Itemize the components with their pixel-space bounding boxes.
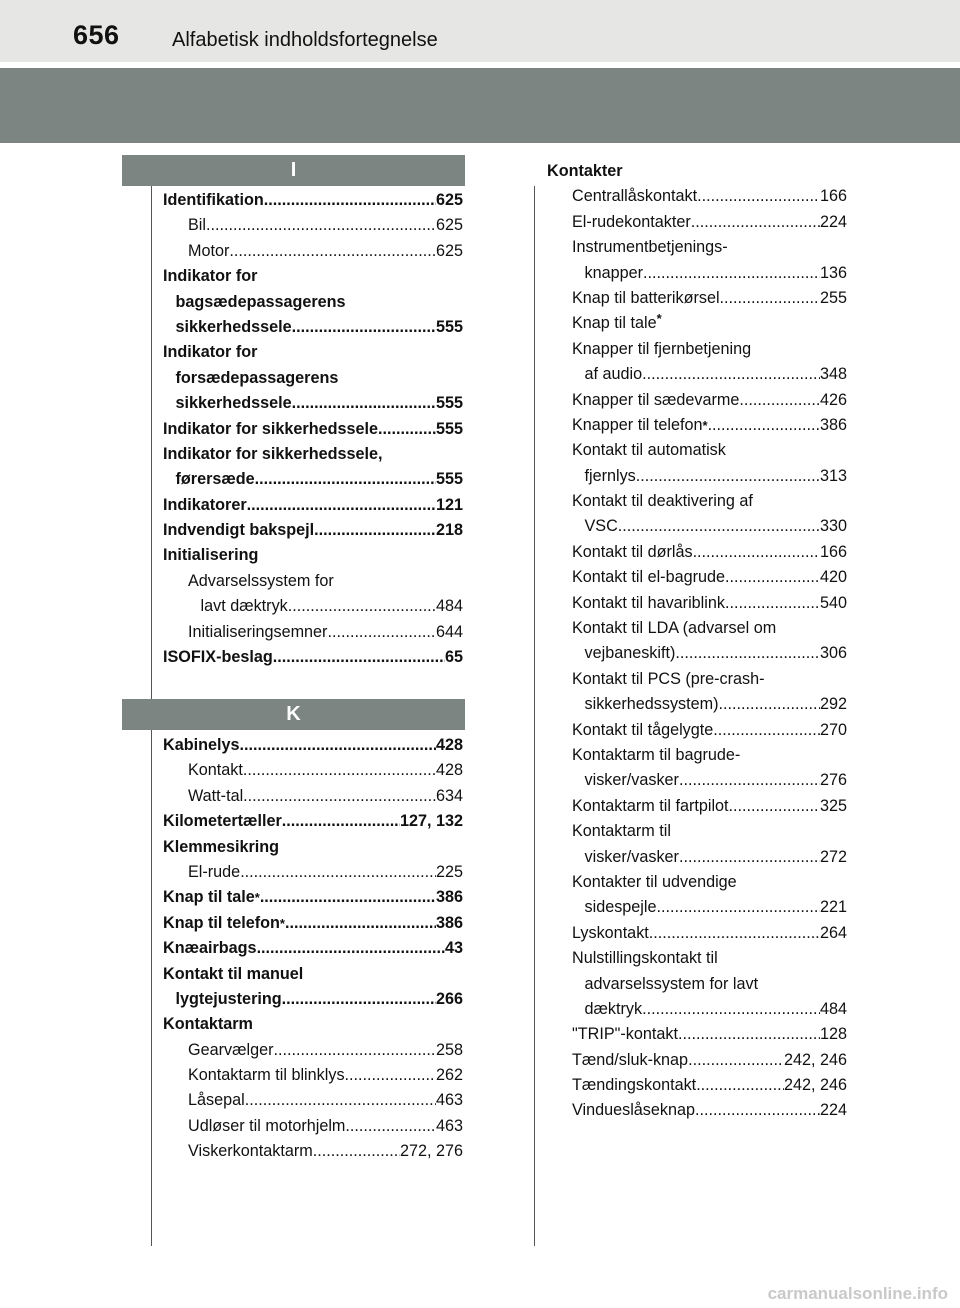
entry-text: Centrallåskontakt: [572, 187, 698, 206]
index-entry: [547, 184, 847, 209]
index-entry: [547, 388, 847, 413]
entry-text: sikkerhedssele: [175, 317, 292, 336]
index-column-i: [163, 188, 463, 670]
index-entry: [547, 692, 847, 717]
entry-page: 386: [819, 415, 847, 434]
index-entry: [547, 464, 847, 489]
entry-text: dæktryk: [584, 999, 643, 1018]
entry-text: El-rudekontakter: [572, 212, 691, 231]
entry-text: Kontakt til dørlås: [572, 542, 693, 561]
index-entry: [163, 417, 463, 442]
index-entry: [547, 1048, 847, 1073]
header-banner: [0, 68, 960, 143]
dot-leader: [288, 594, 436, 619]
entry-text: Indvendigt bakspejl: [163, 521, 315, 540]
index-entry: [547, 337, 847, 362]
entry-text: Motor: [188, 241, 230, 260]
index-entry: [547, 768, 847, 793]
entry-page: 136: [819, 263, 847, 282]
index-entry: [163, 543, 463, 568]
entry-page: 272, 276: [399, 1142, 463, 1161]
dot-leader: [292, 391, 436, 416]
entry-text: Lyskontakt: [572, 923, 649, 942]
entry-page: 242, 246: [783, 1050, 847, 1069]
entry-page: 463: [435, 1091, 463, 1110]
entry-page: 270: [819, 720, 847, 739]
entry-text: Klemmesikring: [163, 837, 280, 856]
dot-leader: [657, 895, 820, 920]
entry-page: 555: [435, 470, 463, 489]
entry-page: 420: [819, 568, 847, 587]
index-entry: [547, 1098, 847, 1123]
asterisk-mark: *: [656, 311, 662, 327]
index-entry: [163, 391, 463, 416]
entry-text: Gearvælger: [188, 1040, 274, 1059]
dot-leader: [282, 809, 400, 834]
dot-leader: [693, 540, 820, 565]
entry-page: 313: [819, 466, 847, 485]
entry-text: Kontakt til LDA (advarsel om: [572, 619, 777, 638]
index-entry: [547, 540, 847, 565]
entry-text: Kontakt til manuel: [163, 964, 304, 983]
index-entry: [163, 188, 463, 213]
index-entry: [163, 835, 463, 860]
entry-text: Knæairbags: [163, 939, 257, 958]
index-entry: [163, 758, 463, 783]
entry-text: "TRIP"-kontakt: [572, 1025, 678, 1044]
entry-text: Instrumentbetjenings-: [572, 238, 728, 257]
dot-leader: [719, 692, 820, 717]
page-header: [0, 0, 960, 62]
entry-text: Initialisering: [163, 546, 259, 565]
index-entry: [547, 616, 847, 641]
index-entry: [163, 733, 463, 758]
index-entry: [163, 569, 463, 594]
entry-text: Indikator for: [163, 267, 258, 286]
entry-page: 65: [444, 648, 463, 667]
index-entry: [547, 997, 847, 1022]
entry-text: Kontaktarm: [163, 1015, 253, 1034]
index-entry: [163, 290, 463, 315]
entry-page: 128: [819, 1025, 847, 1044]
entry-text: Tændingskontakt: [572, 1076, 697, 1095]
entry-text: Initialiseringsemner: [188, 622, 328, 641]
index-entry: [163, 645, 463, 670]
index-entry: [547, 362, 847, 387]
entry-page: 634: [435, 786, 463, 805]
dot-leader: [713, 718, 820, 743]
index-column-k: [163, 733, 463, 1165]
index-entry: [163, 1139, 463, 1164]
index-entry: [163, 213, 463, 238]
dot-leader: [678, 1022, 820, 1047]
index-entry: [547, 489, 847, 514]
index-entry: [163, 784, 463, 809]
dot-leader: [243, 784, 436, 809]
entry-text: Kontakter til udvendige: [572, 872, 737, 891]
entry-page: 242, 246: [783, 1076, 847, 1095]
index-entry: [547, 591, 847, 616]
entry-page: 428: [435, 736, 463, 754]
entry-text: Knap til tale: [163, 888, 255, 907]
index-entry: [547, 286, 847, 311]
entry-page: 166: [819, 187, 847, 206]
index-entry: [163, 239, 463, 264]
index-entry: [547, 743, 847, 768]
entry-text: visker/vasker: [584, 847, 679, 866]
entry-text: sidespejle: [584, 898, 657, 917]
entry-page: 325: [819, 796, 847, 815]
entry-page: 225: [435, 862, 463, 881]
entry-text: Indikator for sikkerhedssele: [163, 419, 379, 438]
entry-page: 43: [444, 939, 463, 958]
entry-page: 463: [435, 1116, 463, 1135]
entry-page: 262: [435, 1066, 463, 1085]
entry-text: Udløser til motorhjelm: [188, 1116, 346, 1135]
dot-leader: [257, 936, 445, 961]
index-entry: [163, 442, 463, 467]
index-entry: [547, 641, 847, 666]
dot-leader: [282, 987, 436, 1012]
index-entry: [163, 340, 463, 365]
entry-text: Knap til batterikørsel: [572, 288, 720, 307]
index-entry: [547, 895, 847, 920]
dot-leader: [729, 794, 820, 819]
entry-page: 386: [435, 913, 463, 932]
entry-page: 272: [819, 847, 847, 866]
index-entry: [547, 946, 847, 971]
dot-leader: [688, 1048, 784, 1073]
index-entry: [163, 860, 463, 885]
index-entry: [547, 311, 847, 336]
entry-page: 625: [435, 191, 463, 209]
entry-text: visker/vasker: [584, 771, 679, 790]
entry-page: 166: [819, 542, 847, 561]
index-entry: [547, 718, 847, 743]
dot-leader: [725, 565, 820, 590]
index-entry: [547, 261, 847, 286]
entry-page: 224: [819, 212, 847, 231]
entry-text: fjernlys: [584, 466, 636, 485]
entry-text: vejbaneskift): [584, 644, 676, 663]
index-entry: [163, 962, 463, 987]
entry-page: 264: [819, 923, 847, 942]
dot-leader: [643, 261, 820, 286]
index-entry: [163, 1114, 463, 1139]
dot-leader: [285, 911, 436, 936]
entry-page: 625: [435, 241, 463, 260]
dot-leader: [679, 845, 820, 870]
dot-leader: [725, 591, 820, 616]
entry-page: 644: [435, 622, 463, 641]
dot-leader: [642, 362, 820, 387]
entry-text: Kontakt til el-bagrude: [572, 568, 725, 587]
dot-leader: [239, 733, 436, 758]
entry-text: Knapper til fjernbetjening: [572, 339, 752, 358]
entry-text: Knap til telefon: [163, 913, 280, 932]
entry-page: 555: [435, 419, 463, 438]
dot-leader: [649, 921, 820, 946]
entry-page: 540: [819, 593, 847, 612]
dot-leader: [273, 645, 445, 670]
index-entry: [547, 235, 847, 260]
entry-page: 224: [819, 1101, 847, 1120]
watermark: carmanualsonline.info: [767, 1284, 948, 1303]
entry-text: Kontakter: [547, 162, 623, 180]
dot-leader: [313, 1139, 400, 1164]
entry-text: Indikator for: [163, 343, 258, 362]
entry-text: Kontakt til deaktivering af: [572, 492, 753, 511]
entry-text: Bil: [188, 216, 206, 235]
entry-text: Kontaktarm til: [572, 822, 671, 841]
entry-page: 255: [819, 288, 847, 307]
dot-leader: [243, 758, 436, 783]
index-entry: [547, 438, 847, 463]
entry-page: 555: [435, 317, 463, 336]
dot-leader: [264, 188, 436, 213]
entry-text: Kontaktarm til bagrude-: [572, 745, 741, 764]
index-entry: [163, 594, 463, 619]
entry-text: Kontaktarm til blinklys: [188, 1066, 345, 1085]
index-entry: [547, 159, 847, 184]
entry-page: 127, 132: [399, 812, 463, 831]
entry-text: ISOFIX-beslag: [163, 648, 273, 667]
entry-text: knapper: [584, 263, 643, 282]
index-entry: Knapper til telefon * ..... 386: [547, 413, 847, 438]
entry-text: Advarselssystem for: [188, 571, 334, 590]
index-entry: [163, 1012, 463, 1037]
entry-page: 625: [435, 216, 463, 235]
index-entry: [163, 1088, 463, 1113]
entry-text: Watt-tal: [188, 786, 244, 805]
dot-leader: [642, 997, 820, 1022]
dot-leader: [679, 768, 820, 793]
dot-leader: [720, 286, 820, 311]
entry-text: førersæde: [175, 470, 255, 489]
dot-leader: [675, 641, 820, 666]
entry-page: 555: [435, 394, 463, 413]
entry-text: lygtejustering: [175, 989, 282, 1008]
entry-text: Indikator for sikkerhedssele,: [163, 444, 383, 463]
index-column-right: [547, 159, 847, 1124]
entry-text: Knapper til sædevarme: [572, 390, 740, 409]
entry-page: 330: [819, 517, 847, 536]
entry-text: sikkerhedssele: [175, 394, 292, 413]
index-entry: [547, 845, 847, 870]
entry-page: 221: [819, 898, 847, 917]
dot-leader: [229, 239, 436, 264]
index-entry: [163, 264, 463, 289]
index-entry: Knap til tale * ..... 386: [163, 885, 463, 910]
dot-leader: [247, 493, 436, 518]
index-entry: [163, 493, 463, 518]
entry-page: 348: [819, 365, 847, 384]
index-entry: [163, 809, 463, 834]
dot-leader: [245, 1088, 436, 1113]
entry-page: 258: [435, 1040, 463, 1059]
entry-text: Tænd/sluk-knap: [572, 1050, 689, 1069]
right-column-rule: [534, 186, 535, 1246]
entry-page: 386: [435, 888, 463, 907]
entry-text: Indikatorer: [163, 495, 247, 514]
dot-leader: [618, 514, 820, 539]
entry-page: 292: [819, 695, 847, 714]
entry-text: af audio: [584, 365, 643, 384]
dot-leader: [255, 467, 436, 492]
entry-text: Knap til tale: [572, 314, 657, 333]
page-number: 656: [73, 20, 120, 50]
index-entry: [163, 620, 463, 645]
entry-text: lavt dæktryk: [200, 597, 288, 616]
index-entry: [163, 987, 463, 1012]
index-entry: [163, 1038, 463, 1063]
dot-leader: [345, 1114, 436, 1139]
dot-leader: [240, 860, 436, 885]
index-entry: [547, 514, 847, 539]
entry-page: 484: [435, 597, 463, 616]
dot-leader: [206, 213, 436, 238]
index-entry: [163, 467, 463, 492]
index-entry: [547, 870, 847, 895]
dot-leader: [378, 417, 436, 442]
index-entry: [547, 921, 847, 946]
entry-text: El-rude: [188, 862, 241, 881]
index-entry: [547, 1022, 847, 1047]
entry-text: Identifikation: [163, 191, 264, 209]
section-header-k: K: [122, 699, 465, 730]
entry-page: 484: [819, 999, 847, 1018]
dot-leader: [314, 518, 436, 543]
entry-page: 276: [819, 771, 847, 790]
dot-leader: [273, 1038, 436, 1063]
page-title: Alfabetisk indholdsfortegnelse: [172, 29, 438, 51]
entry-text: forsædepassagerens: [175, 368, 339, 387]
index-entry: [547, 565, 847, 590]
index-entry: [547, 1073, 847, 1098]
dot-leader: [260, 885, 436, 910]
section-header-i: I: [122, 155, 465, 186]
entry-text: Knapper til telefon: [572, 415, 703, 434]
entry-page: 218: [435, 521, 463, 540]
entry-text: Kontaktarm til fartpilot: [572, 796, 729, 815]
index-entry: [547, 972, 847, 997]
entry-text: bagsædepassagerens: [175, 292, 346, 311]
index-entry: [547, 667, 847, 692]
entry-text: Kontakt til PCS (pre-crash-: [572, 669, 765, 688]
dot-leader: [292, 315, 436, 340]
entry-text: Kilometertæller: [163, 812, 282, 831]
dot-leader: [697, 184, 820, 209]
entry-text: Kabinelys: [163, 736, 240, 754]
dot-leader: [708, 413, 820, 438]
entry-text: VSC: [584, 517, 618, 536]
entry-text: Vindueslåseknap: [572, 1101, 696, 1120]
entry-page: 121: [435, 495, 463, 514]
entry-page: 428: [435, 761, 463, 780]
entry-text: Kontakt til havariblink: [572, 593, 725, 612]
index-entry: [163, 936, 463, 961]
index-entry: [163, 518, 463, 543]
index-entry: [163, 315, 463, 340]
dot-leader: [739, 388, 820, 413]
dot-leader: [696, 1073, 784, 1098]
entry-text: Nulstillingskontakt til: [572, 949, 718, 968]
entry-text: Kontakt til tågelygte: [572, 720, 714, 739]
index-entry: Knap til telefon * ..... 386: [163, 911, 463, 936]
index-entry: [163, 1063, 463, 1088]
dot-leader: [695, 1098, 820, 1123]
dot-leader: [691, 210, 820, 235]
entry-text: advarselssystem for lavt: [584, 974, 759, 993]
entry-page: 306: [819, 644, 847, 663]
entry-text: Låsepal: [188, 1091, 245, 1110]
index-entry: [163, 366, 463, 391]
entry-text: Viskerkontaktarm: [188, 1142, 313, 1161]
index-entry: [547, 794, 847, 819]
entry-text: Kontakt til automatisk: [572, 441, 726, 460]
dot-leader: [345, 1063, 436, 1088]
dot-leader: [636, 464, 820, 489]
index-entry: [547, 819, 847, 844]
entry-page: 266: [435, 989, 463, 1008]
entry-page: 426: [819, 390, 847, 409]
dot-leader: [327, 620, 436, 645]
index-entry: [547, 210, 847, 235]
entry-text: Kontakt: [188, 761, 243, 780]
entry-text: sikkerhedssystem): [584, 695, 719, 714]
